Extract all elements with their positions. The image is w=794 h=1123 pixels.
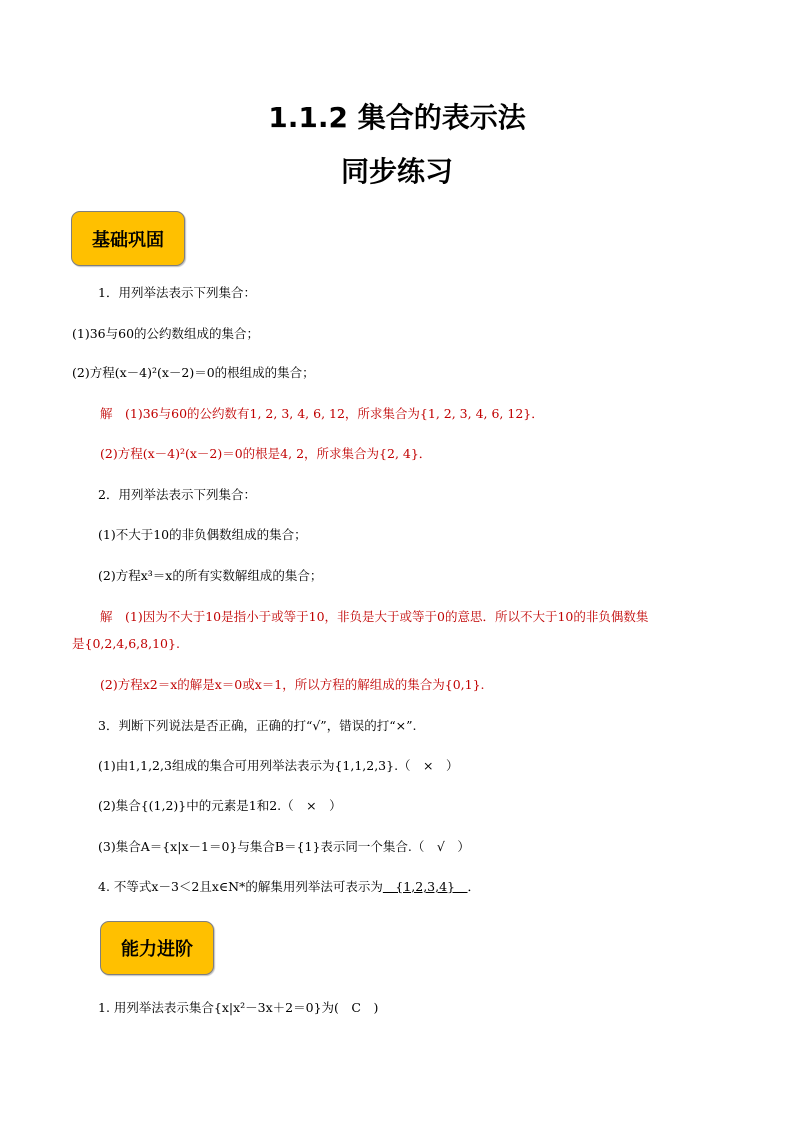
q2-part1: (1)不大于10的非负偶数组成的集合； [98,527,307,542]
q3-part3: (3)集合A＝{x|x－1＝0}与集合B＝{1}表示同一个集合.（ √ ） [98,839,470,854]
q2-stem: 2．用列举法表示下列集合： [98,487,256,502]
q4-answer-blank: {1,2,3,4} [382,879,468,894]
q2-answer2: (2)方程x2＝x的解是x＝0或x＝1，所以方程的解组成的集合为{0,1}. [100,677,485,692]
q1-answer2: (2)方程(x－4)²(x－2)＝0的根是4, 2，所求集合为{2, 4}． [100,446,432,461]
q1-part1: (1)36与60的公约数组成的集合； [72,326,260,341]
section-badge-basic: 基础巩固 [71,211,185,266]
q1-answer1: 解 (1)36与60的公约数有1, 2, 3, 4, 6, 12，所求集合为{1, 2, 3, 4, 6, 12}． [100,406,544,421]
q2-answer1-line1: 解 (1)因为不大于10是指小于或等于10，非负是大于或等于0的意思．所以不大于10的非负偶数集 [100,609,649,624]
q3-part1: (1)由1,1,2,3组成的集合可用列举法表示为{1,1,2,3}.（ × ） [98,758,459,773]
q1-part2: (2)方程(x－4)²(x－2)＝0的根组成的集合； [72,365,315,380]
q4-stem: 4. 不等式x－3＜2且x∈N*的解集用列举法可表示为 [98,879,383,894]
page-subtitle: 同步练习 [340,155,453,188]
q2-answer1-line2: 是{0,2,4,6,8,10}. [72,636,180,651]
q3-part2: (2)集合{(1,2)}中的元素是1和2.（ × ） [98,798,342,813]
q4-end: ． [467,879,481,894]
a1-stem: 1. 用列举法表示集合{x|x²－3x＋2＝0}为( C ) [98,1000,379,1015]
q1-stem: 1．用列举法表示下列集合： [98,285,256,300]
page-title: 1.1.2 集合的表示法 [268,101,526,134]
section-badge-advanced: 能力进阶 [100,921,214,975]
q3-stem: 3．判断下列说法是否正确，正确的打“√”，错误的打“×”. [98,718,417,733]
q4-line [98,878,480,896]
q2-part2: (2)方程x³＝x的所有实数解组成的集合； [98,568,323,583]
